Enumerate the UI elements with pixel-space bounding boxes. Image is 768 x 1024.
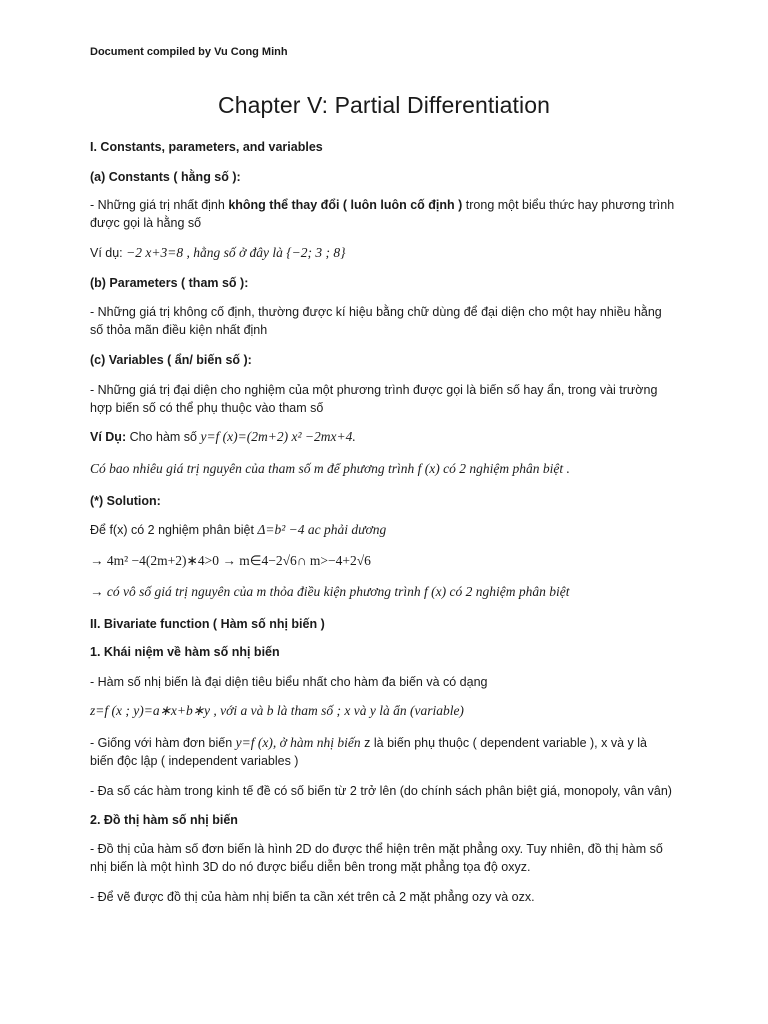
parameters-desc-line1: - Những giá trị không cố định, thường được kí hiệu bằng chữ dùng để đại diện cho một hay nhiều hằng	[90, 305, 662, 319]
solution-line3: → có vô số giá trị nguyên của m thỏa điều kiện phương trình f (x) có 2 nghiệm phân biệt	[90, 584, 570, 599]
variables-example-text: Cho hàm số	[126, 430, 201, 444]
constants-desc-bold: không thể thay đổi ( luôn luôn cố định )	[228, 198, 463, 212]
concept-heading: 1. Khái niệm về hàm số nhị biến	[90, 645, 280, 659]
concept-compare-prefix: - Giống với hàm đơn biến	[90, 736, 236, 750]
chapter-title: Chapter V: Partial Differentiation	[218, 92, 550, 118]
section-2-heading: II. Bivariate function ( Hàm số nhị biến )	[90, 617, 325, 631]
graph-desc-line2: nhị biến là một hình 3D do nó được biểu diễn bên trong mặt phẳng tọa độ oxyz.	[90, 860, 531, 874]
variables-example-label: Ví Dụ:	[90, 430, 127, 444]
variables-example-math: y=f (x)=(2m+2) x² −2mx+4.	[200, 429, 356, 444]
constants-desc-line1	[90, 196, 698, 214]
variables-desc-line1: - Những giá trị đại diện cho nghiệm của một phương trình được gọi là biến số hay ẩn, trong vài trường	[90, 383, 658, 397]
variables-question: Có bao nhiêu giá trị nguyên của tham số m để phương trình f (x) có 2 nghiệm phân biệt .	[90, 461, 570, 476]
graph-desc-line1: - Đồ thị của hàm số đơn biến là hình 2D do được thể hiện trên mặt phẳng oxy. Tuy nhiên, đồ thị hàm số	[90, 842, 663, 856]
concept-compare-suffix: z là biến phụ thuộc ( dependent variable ), x và y là	[360, 736, 647, 750]
constants-desc-suffix: trong một biểu thức hay phương trình	[462, 198, 675, 212]
concept-compare-line2: biến độc lập ( independent variables )	[90, 754, 299, 768]
parameters-heading: (b) Parameters ( tham số ):	[90, 276, 249, 290]
constants-desc-line2: được gọi là hằng số	[90, 216, 202, 230]
variables-heading: (c) Variables ( ẩn/ biến số ):	[90, 353, 252, 367]
variables-example	[90, 428, 698, 446]
solution-line1-math: Δ=b² −4 ac phải dương	[257, 522, 387, 537]
section-1-heading: I. Constants, parameters, and variables	[90, 140, 323, 154]
concept-econ: - Đa số các hàm trong kinh tế đề có số biến từ 2 trở lên (do chính sách phân biệt giá, monopoly, vân vân)	[90, 784, 672, 798]
graph-desc-line3: - Để vẽ được đồ thị của hàm nhị biến ta cần xét trên cả 2 mặt phẳng ozy và ozx.	[90, 890, 535, 904]
concept-compare-math: y=f (x), ở hàm nhị biến	[235, 735, 361, 750]
constants-example-label: Ví dụ:	[90, 246, 127, 260]
constants-example	[90, 244, 698, 262]
concept-formula: z=f (x ; y)=a∗x+b∗y , với a và b là tham số ; x và y là ẩn (variable)	[90, 703, 464, 718]
variables-desc-line2: hợp biến số có thể phụ thuộc vào tham số	[90, 401, 324, 415]
concept-compare-line1	[90, 734, 698, 752]
solution-line1	[90, 521, 698, 539]
parameters-desc-line2: số thỏa mãn điều kiện nhất định	[90, 323, 268, 337]
graph-heading: 2. Đồ thị hàm số nhị biến	[90, 813, 238, 827]
document-header: Document compiled by Vu Cong Minh	[90, 46, 288, 58]
constants-example-math: −2 x+3=8 , hằng số ở đây là {−2; 3 ; 8}	[126, 245, 346, 260]
solution-heading: (*) Solution:	[90, 494, 161, 508]
constants-desc-prefix: - Những giá trị nhất định	[90, 198, 229, 212]
constants-heading: (a) Constants ( hằng số ):	[90, 170, 241, 184]
solution-line2: → 4m² −4(2m+2)∗4>0 → m∈4−2√6∩ m>−4+2√6	[90, 553, 371, 568]
solution-line1-text: Để f(x) có 2 nghiệm phân biệt	[90, 523, 258, 537]
concept-desc: - Hàm số nhị biến là đại diện tiêu biểu nhất cho hàm đa biến và có dạng	[90, 675, 488, 689]
